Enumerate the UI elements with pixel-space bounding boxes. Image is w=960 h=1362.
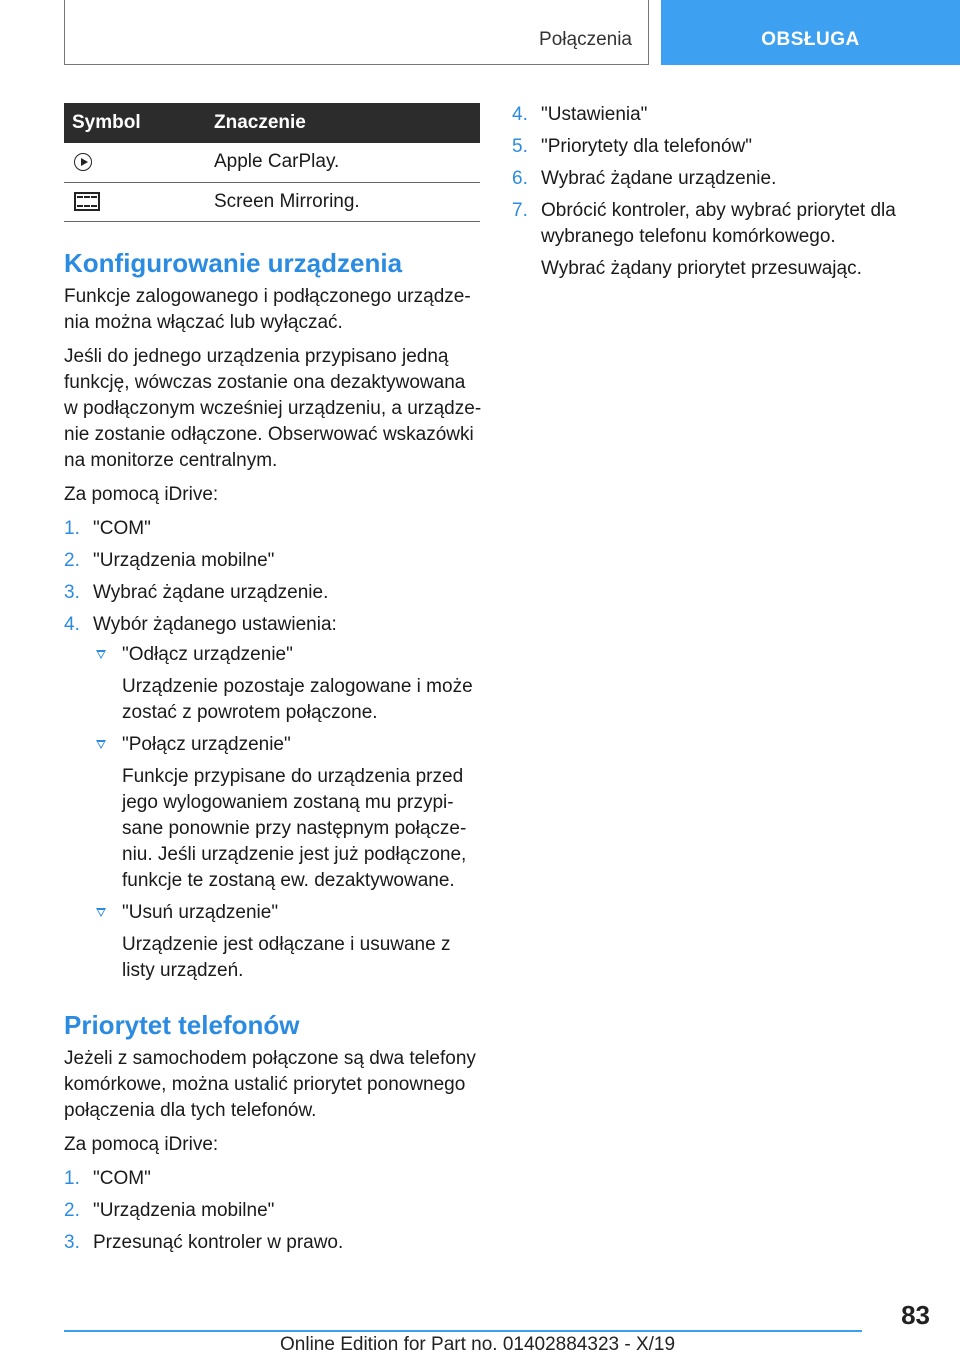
paragraph: Jeżeli z samochodem połączone są dwa telefony komórkowe, można ustalić priorytet ponownego połączenia dla tych telefonów. (64, 1048, 476, 1121)
symbol-cell (64, 143, 214, 182)
step-number: 4. (64, 614, 80, 635)
step-number: 6. (512, 168, 528, 189)
section-heading-priority: Priorytet telefonów (64, 1010, 300, 1040)
footer-edition: Online Edition for Part no. 01402884323 - X/19 (280, 1334, 676, 1355)
step-number: 3. (64, 582, 80, 603)
option-item (93, 642, 484, 728)
step-text: Wybór żądanego ustawienia: (93, 614, 337, 635)
option-item (93, 732, 484, 896)
option-body (122, 642, 484, 728)
step-text: Obrócić kontroler, aby wybrać priorytet dla wybranego telefonu komórkowego. (541, 200, 896, 247)
step-note: Wybrać żądany priorytet przesuwając. (541, 258, 862, 279)
header-chapter-box (661, 0, 960, 65)
step-number: 5. (512, 136, 528, 157)
list-item (512, 134, 912, 160)
list-item (64, 580, 484, 606)
step-text: "COM" (93, 518, 151, 539)
option-desc: Urządzenie pozostaje zalogowane i może zostać z powrotem połączone. (122, 676, 473, 723)
symbol-cell (64, 182, 214, 221)
option-label: "Połącz urządzenie" (122, 734, 291, 755)
step-number: 7. (512, 200, 528, 221)
step-number: 2. (64, 1200, 80, 1221)
meaning-cell: Screen Mirroring. (214, 182, 480, 221)
screen-mirroring-icon (74, 192, 100, 211)
option-label: "Odłącz urządzenie" (122, 644, 293, 665)
list-item (64, 1198, 484, 1224)
list-item (64, 612, 484, 986)
paragraph: Za pomocą iDrive: (64, 484, 219, 505)
list-item (512, 102, 912, 128)
header-section-box (64, 0, 649, 65)
step-text: "Priorytety dla telefonów" (541, 136, 752, 157)
footer-divider (64, 1330, 862, 1332)
priority-steps-list-cont (512, 102, 912, 250)
carplay-icon (74, 153, 92, 171)
symbol-table (64, 103, 480, 222)
step-number: 1. (64, 1168, 80, 1189)
config-steps-list (64, 516, 484, 986)
right-column (512, 102, 912, 290)
left-column (64, 246, 484, 1262)
list-item (64, 1166, 484, 1192)
list-item (64, 548, 484, 574)
step-number: 4. (512, 104, 528, 125)
option-desc: Funkcje przypisane do urządzenia przed jego wylogowaniem zostaną mu przypisane ponownie przy następnym połączeniu. Jeśli urządzenie jest już podłączone, funkcje te zostaną ew. dezaktywowane. (122, 766, 467, 891)
option-body (122, 732, 484, 896)
priority-steps-list (64, 1166, 484, 1256)
step-text: Wybrać żądane urządzenie. (93, 582, 329, 603)
column-header-symbol: Symbol (64, 103, 214, 143)
table-header-row (64, 103, 480, 143)
step-number: 3. (64, 1232, 80, 1253)
section-title: Połączenia (539, 29, 632, 50)
step-text: Przesunąć kontroler w prawo. (93, 1232, 344, 1253)
meaning-cell: Apple CarPlay. (214, 143, 480, 182)
chapter-title: OBSŁUGA (761, 29, 860, 50)
step-text: "Urządzenia mobilne" (93, 550, 275, 571)
table-row (64, 182, 480, 221)
step-body (93, 612, 484, 986)
page-number: 83 (901, 1300, 930, 1330)
step-text: "COM" (93, 1168, 151, 1189)
step-number: 2. (64, 550, 80, 571)
list-item (64, 1230, 484, 1256)
section-heading-config: Konfigurowanie urządzenia (64, 248, 403, 278)
paragraph: Za pomocą iDrive: (64, 1134, 219, 1155)
option-label: "Usuń urządzenie" (122, 902, 279, 923)
option-item (93, 900, 484, 986)
triangle-bullet-icon (93, 900, 122, 986)
triangle-bullet-icon (93, 642, 122, 728)
step-text: "Ustawienia" (541, 104, 648, 125)
table-row (64, 143, 480, 182)
option-body (122, 900, 484, 986)
paragraph: Funkcje zalogowanego i podłączonego urządzenia można włączać lub wyłączać. (64, 286, 471, 333)
step-text: Wybrać żądane urządzenie. (541, 168, 777, 189)
list-item (512, 166, 912, 192)
list-item (64, 516, 484, 542)
option-desc: Urządzenie jest odłączane i usuwane z listy urządzeń. (122, 934, 451, 981)
step-number: 1. (64, 518, 80, 539)
column-header-meaning: Znaczenie (214, 103, 480, 143)
list-item (512, 198, 912, 250)
paragraph: Jeśli do jednego urządzenia przypisano jedną funkcję, wówczas zostanie ona dezaktywowana w podłączonym wcześniej urządzeniu, a urządzenie zostanie odłączone. Obserwować wskazówki na monitorze centralnym. (64, 346, 482, 471)
step-text: "Urządzenia mobilne" (93, 1200, 275, 1221)
triangle-bullet-icon (93, 732, 122, 896)
